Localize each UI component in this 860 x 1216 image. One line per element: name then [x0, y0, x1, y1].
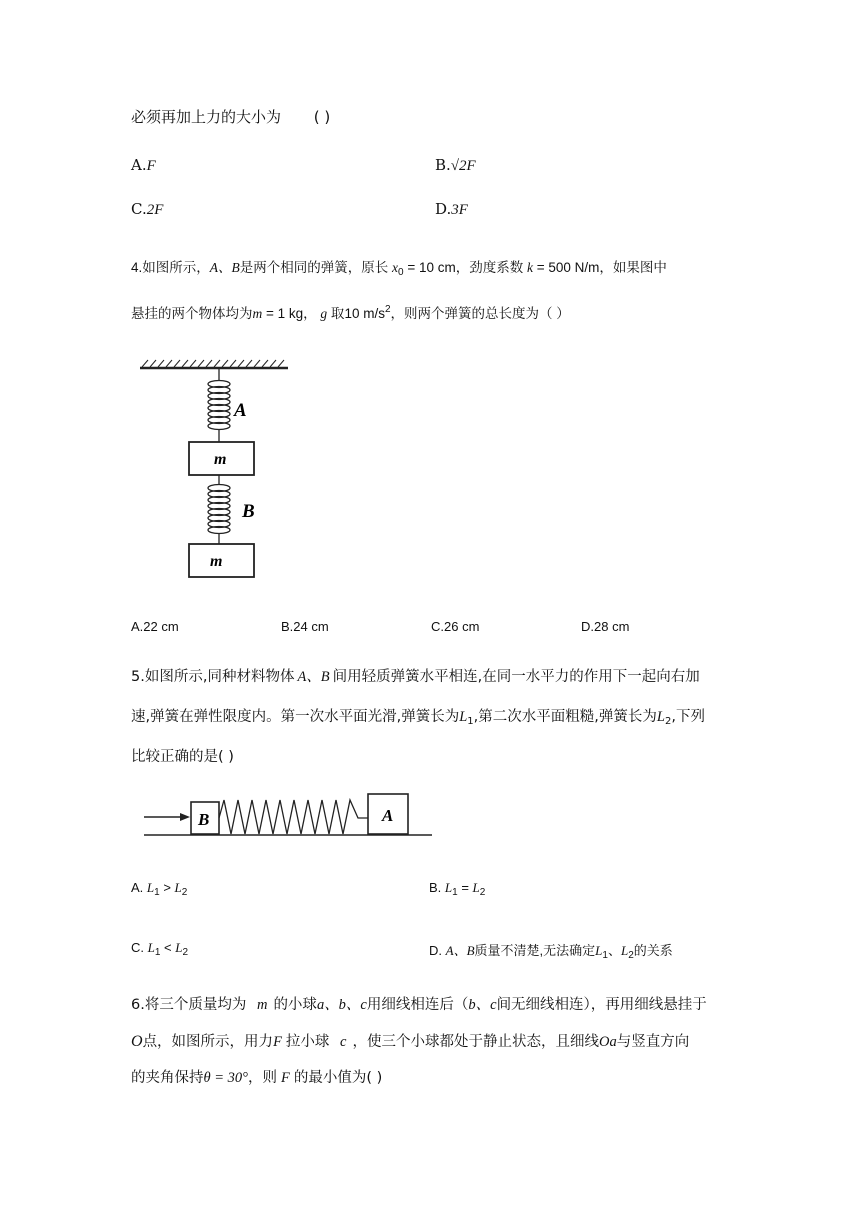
q3-option-b: B.√2F [435, 156, 476, 174]
horizontal-spring [219, 800, 368, 834]
ceiling-hatch [142, 360, 284, 367]
q3-tail: 必须再加上力的大小为 [131, 108, 282, 126]
q5-line-2: 速,弹簧在弹性限度内。第一次水平面光滑,弹簧长为$L_1$,第二次水平面粗糙,弹簧长为$L_2$,下列 [131, 709, 705, 727]
q5-option-c: C. $L_1 < L_2$ [131, 940, 189, 958]
spring-b-label: B [242, 501, 255, 522]
mass-1-label: m [214, 451, 227, 468]
q4-option-d: D.28 cm [581, 619, 630, 634]
q6-line-2: O点，如图所示，用力F 拉小球 c ，使三个小球都处于静止状态，且细线Oa与竖直方向 [131, 1033, 690, 1050]
q5-line-3: 比较正确的是( ) [131, 749, 234, 765]
block-a-label: A [382, 806, 394, 825]
q3-text [131, 106, 330, 127]
q3-blank: ( ) [313, 108, 331, 126]
q3-option-c: C.2F [131, 200, 164, 218]
q4-line-2: 悬挂的两个物体均为m = 1 kg， g 取10 $m/s^2$，则两个弹簧的总长度为（ ） [131, 304, 570, 321]
q4-spring-figure [130, 358, 300, 586]
q4-line-1: 4.如图所示，A、B是两个相同的弹簧，原长 $x_0 = 10$ cm，劲度系数 k = 500 N/m，如果图中 [131, 260, 667, 278]
q4-option-a: A.22 cm [131, 619, 179, 634]
q6-line-1: 6.将三个质量均为 m 的小球a、b、c用细线相连后（b、c间无细线相连），再用细线悬挂于 [131, 997, 707, 1013]
q6-line-3: 的夹角保持θ = 30°，则 F 的最小值为( ) [131, 1070, 383, 1086]
q5-option-b: B. $L_1 = L_2$ [429, 880, 486, 898]
q4-option-b: B.24 cm [281, 619, 329, 634]
q5-option-d: D. A、B质量不清楚,无法确定$L_1$、$L_2$的关系 [429, 943, 673, 961]
block-b-label: B [198, 810, 210, 829]
spring-a-label: A [234, 400, 247, 421]
mass-2-label: m [210, 553, 223, 570]
spring-a [208, 369, 230, 442]
q5-option-a: A. $L_1 > L_2$ [131, 880, 188, 898]
q4-option-c: C.26 cm [431, 619, 480, 634]
force-arrow-head [180, 813, 190, 821]
spring-b [208, 475, 230, 544]
q5-spring-figure [140, 790, 440, 840]
q3-option-d: D.3F [435, 200, 468, 218]
q3-option-a: A.F [131, 156, 156, 174]
q5-line-1: 5.如图所示,同种材料物体 A、B 间用轻质弹簧水平相连,在同一水平力的作用下一起向右加 [131, 669, 700, 685]
